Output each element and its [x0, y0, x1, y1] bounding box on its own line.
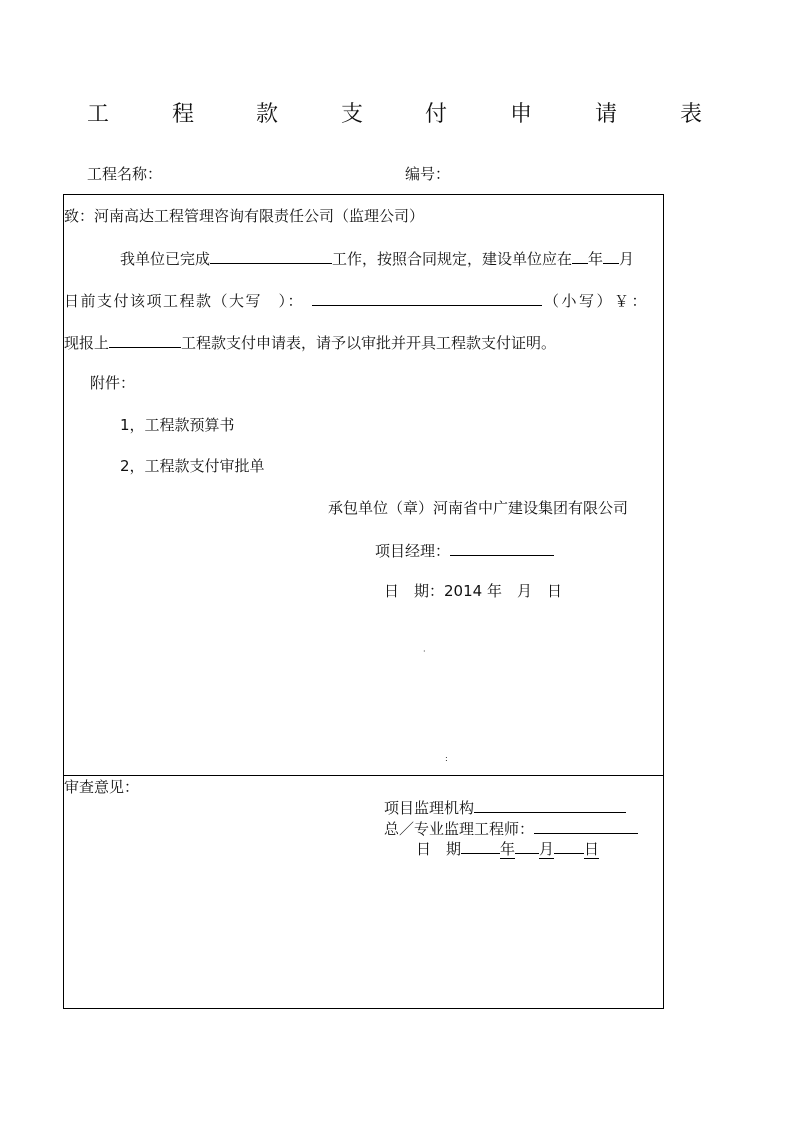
engineer-blank[interactable]	[534, 818, 638, 834]
submission-blank[interactable]	[109, 332, 181, 348]
title-char: 付	[425, 102, 448, 127]
title-char: 支	[341, 102, 364, 127]
manager-label: 项目经理：	[375, 542, 451, 560]
project-name-label: 工程名称：	[87, 165, 163, 183]
payment-text-a: 日前支付该项工程款（大写 ）：	[64, 292, 305, 310]
contractor-line: 承包单位（章）河南省中广建设集团有限公司	[328, 499, 629, 517]
submission-paragraph	[64, 332, 556, 353]
supervision-org-line	[384, 797, 626, 818]
month-blank[interactable]	[603, 248, 619, 264]
work-blank[interactable]	[210, 248, 332, 264]
engineer-label: 总／专业监理工程师：	[384, 820, 535, 838]
review-date-line	[416, 839, 599, 859]
title-char: 款	[256, 102, 279, 127]
amount-uppercase-blank[interactable]	[312, 290, 542, 306]
payment-text-b: （小写）￥：	[544, 292, 650, 310]
supervision-org-label: 项目监理机构	[384, 799, 475, 817]
dot-mark: ·	[423, 647, 426, 656]
completion-text-a: 我单位已完成	[120, 250, 211, 268]
title-char: 请	[595, 102, 618, 127]
manager-line	[375, 540, 554, 561]
application-date: 日 期：2014 年 月 日	[384, 582, 562, 600]
review-day: 日	[584, 840, 600, 858]
dot-mark: :	[445, 754, 448, 763]
engineer-line	[384, 818, 638, 839]
attachment-item: 2，工程款支付审批单	[120, 457, 265, 475]
addressee-line: 致：河南高达工程管理咨询有限责任公司（监理公司）	[64, 207, 425, 225]
year-text: 年	[588, 250, 604, 268]
supervision-org-blank[interactable]	[474, 797, 626, 813]
application-section	[63, 194, 664, 776]
review-opinion-label: 审查意见：	[64, 778, 140, 796]
review-year: 年	[500, 840, 516, 858]
completion-paragraph	[120, 248, 634, 269]
submission-text-b: 工程款支付申请表，请予以审批并开具工程款支付证明。	[181, 334, 557, 352]
title-char: 工	[87, 102, 110, 127]
attachment-item: 1，工程款预算书	[120, 416, 235, 434]
year-blank[interactable]	[572, 248, 588, 264]
payment-paragraph	[64, 290, 649, 311]
manager-blank[interactable]	[450, 540, 554, 556]
title-char: 表	[680, 102, 703, 127]
review-month: 月	[539, 840, 555, 858]
review-date-label: 日 期	[416, 840, 462, 858]
month-text: 月	[619, 250, 635, 268]
submission-text-a: 现报上	[64, 334, 110, 352]
title-char: 申	[510, 102, 533, 127]
title-char: 程	[172, 102, 195, 127]
number-label: 编号：	[405, 165, 451, 183]
attachments-label: 附件：	[90, 374, 136, 392]
completion-text-b: 工作，按照合同规定，建设单位应在	[332, 250, 573, 268]
